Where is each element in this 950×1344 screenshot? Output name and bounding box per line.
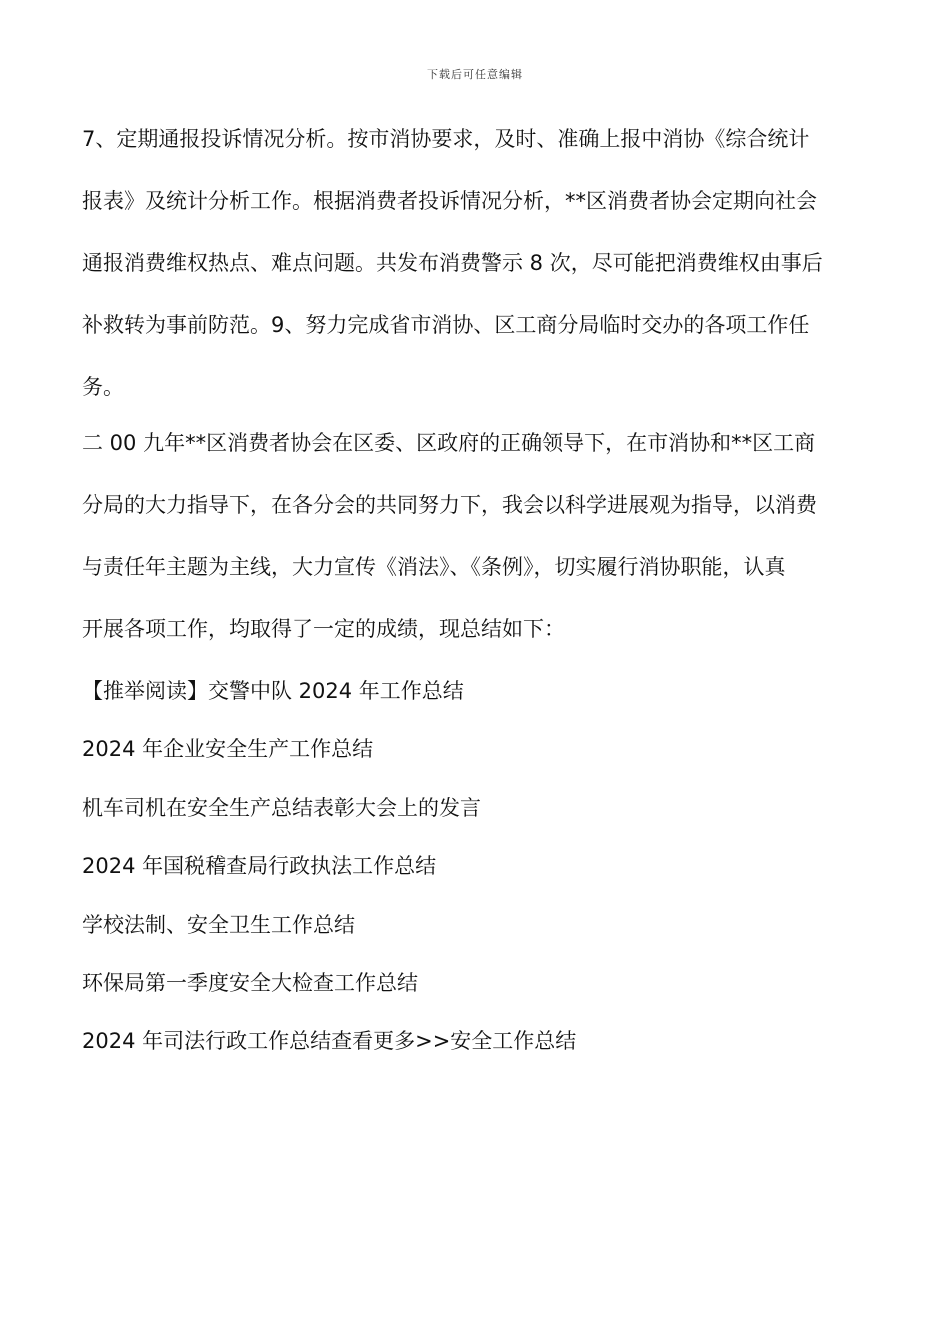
related-article-item[interactable]: 2024 年国税稽查局行政执法工作总结 (82, 854, 437, 879)
related-article-item[interactable]: 机车司机在安全生产总结表彰大会上的发言 (82, 795, 481, 820)
paragraph-line: 报表》及统计分析工作。根据消费者投诉情况分析，**区消费者协会定期向社会 (82, 189, 817, 213)
related-article-item[interactable]: 环保局第一季度安全大检查工作总结 (82, 970, 418, 995)
related-article-item[interactable]: 2024 年企业安全生产工作总结 (82, 737, 374, 762)
paragraph-line: 补救转为事前防范。9、努力完成省市消协、区工商分局临时交办的各项工作任 (82, 313, 810, 337)
paragraph-complaint-analysis (82, 108, 872, 418)
paragraph-line: 7、定期通报投诉情况分析。按市消协要求，及时、准确上报中消协《综合统计 (82, 127, 810, 151)
paragraph-line: 通报消费维权热点、难点问题。共发布消费警示 8 次，尽可能把消费维权由事后 (82, 251, 823, 275)
header-note: 下载后可任意编辑 (427, 68, 523, 81)
related-article-item[interactable]: 2024 年司法行政工作总结查看更多>>安全工作总结 (82, 1029, 577, 1054)
paragraph-line: 开展各项工作，均取得了一定的成绩，现总结如下： (82, 617, 565, 641)
paragraph-summary-intro (82, 412, 872, 660)
related-article-item[interactable]: 【推举阅读】交警中队 2024 年工作总结 (82, 679, 464, 703)
related-article-item[interactable]: 学校法制、安全卫生工作总结 (82, 912, 355, 937)
related-articles-list (82, 662, 872, 1071)
paragraph-line: 分局的大力指导下，在各分会的共同努力下，我会以科学进展观为指导，以消费 (82, 493, 817, 517)
paragraph-line: 与责任年主题为主线，大力宣传《消法》、《条例》，切实履行消协职能，认真 (82, 555, 786, 579)
paragraph-line: 二 00 九年**区消费者协会在区委、区政府的正确领导下，在市消协和**区工商 (82, 431, 816, 455)
paragraph-line: 务。 (82, 375, 124, 399)
